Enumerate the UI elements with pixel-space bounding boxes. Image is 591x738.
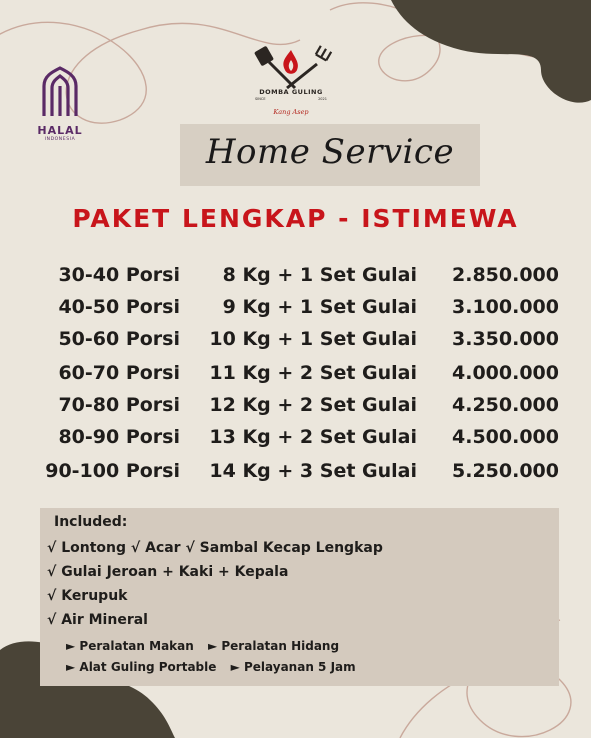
price-row	[0, 328, 591, 358]
price-value: 3.350.000	[452, 328, 559, 350]
halal-badge	[30, 66, 90, 142]
extras-row	[66, 639, 349, 653]
included-item: √ Air Mineral	[47, 612, 148, 628]
brand-logo	[243, 44, 339, 128]
logo-brand-name: DOMBA GULING	[259, 88, 323, 96]
price-value: 3.100.000	[452, 296, 559, 318]
extra-item: ► Peralatan Hidang	[207, 639, 340, 653]
portion-label: 80-90 Porsi	[58, 426, 180, 448]
price-row	[0, 394, 591, 424]
package-title: PAKET LENGKAP - ISTIMEWA	[72, 204, 519, 233]
extra-item: ► Pelayanan 5 Jam	[230, 660, 356, 674]
price-value: 2.850.000	[452, 264, 559, 286]
price-row	[0, 426, 591, 456]
price-value: 4.250.000	[452, 394, 559, 416]
extra-item: ► Peralatan Makan	[66, 639, 194, 653]
price-row	[0, 460, 591, 490]
extra-item: ► Alat Guling Portable	[66, 660, 217, 674]
package-detail: 8 Kg + 1 Set Gulai	[222, 264, 417, 286]
portion-label: 90-100 Porsi	[45, 460, 180, 482]
logo-est-right: 2021	[318, 97, 327, 101]
portion-label: 30-40 Porsi	[58, 264, 180, 286]
package-detail: 11 Kg + 2 Set Gulai	[209, 362, 417, 384]
included-item: √ Lontong √ Acar √ Sambal Kecap Lengkap	[47, 540, 383, 556]
package-detail: 13 Kg + 2 Set Gulai	[209, 426, 417, 448]
price-row	[0, 264, 591, 294]
halal-label: HALAL	[37, 124, 83, 137]
portion-label: 70-80 Porsi	[58, 394, 180, 416]
included-item: √ Gulai Jeroan + Kaki + Kepala	[47, 564, 289, 580]
package-detail: 14 Kg + 3 Set Gulai	[209, 460, 417, 482]
page-title: Home Service	[205, 132, 455, 172]
included-item: √ Kerupuk	[47, 588, 128, 604]
included-title: Included:	[54, 514, 128, 530]
portion-label: 40-50 Porsi	[58, 296, 180, 318]
price-row	[0, 296, 591, 326]
package-detail: 9 Kg + 1 Set Gulai	[222, 296, 417, 318]
logo-signature: Kang Asep	[273, 108, 309, 116]
package-detail: 10 Kg + 1 Set Gulai	[209, 328, 417, 350]
price-value: 4.500.000	[452, 426, 559, 448]
price-value: 4.000.000	[452, 362, 559, 384]
fire-icon	[283, 50, 298, 74]
halal-sublabel: INDONESIA	[44, 137, 76, 142]
price-row	[0, 362, 591, 392]
extras-row	[66, 660, 366, 674]
portion-label: 50-60 Porsi	[58, 328, 180, 350]
portion-label: 60-70 Porsi	[58, 362, 180, 384]
logo-emblem	[243, 44, 339, 90]
price-value: 5.250.000	[452, 460, 559, 482]
halal-logo-icon	[38, 66, 82, 118]
decorative-blob-top-right	[391, 0, 591, 105]
logo-established	[255, 97, 327, 101]
logo-est-left: SINCE	[255, 97, 266, 101]
package-detail: 12 Kg + 2 Set Gulai	[209, 394, 417, 416]
